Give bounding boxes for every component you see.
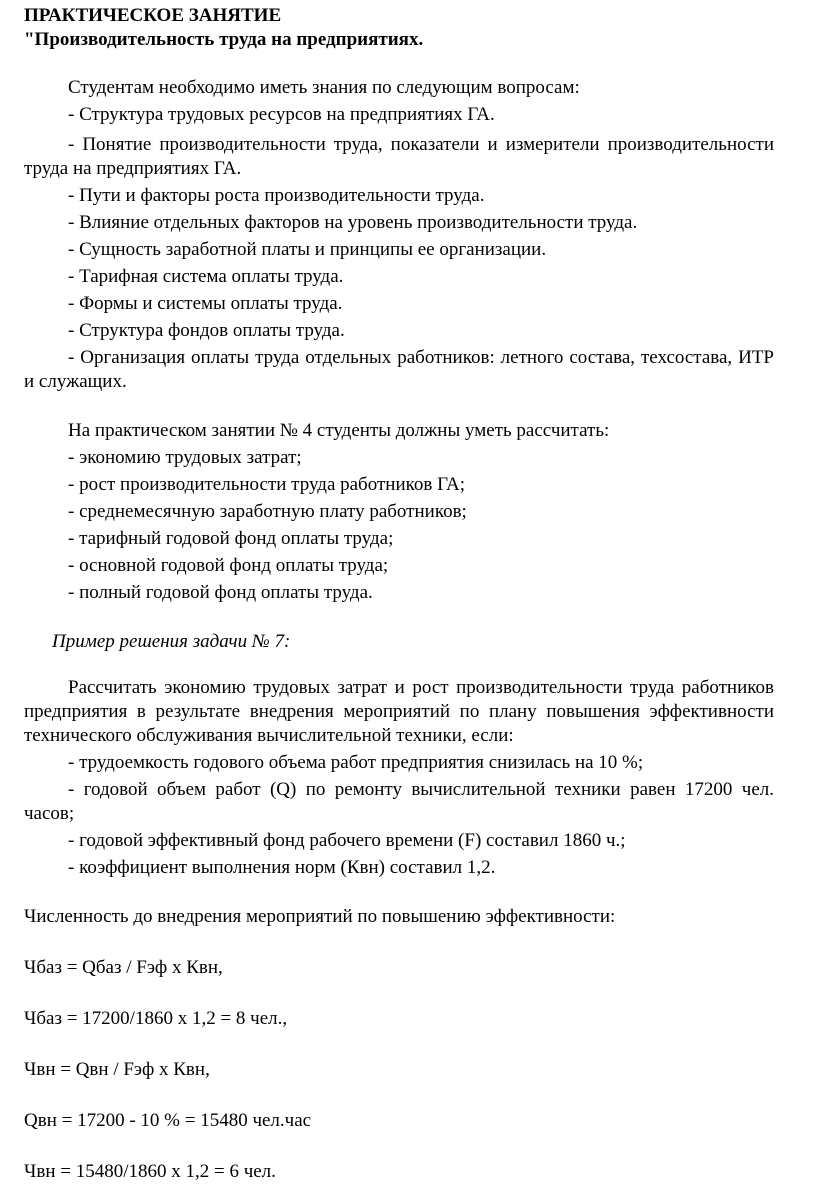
example-condition: - коэффициент выполнения норм (Квн) составил 1,2. xyxy=(68,857,496,878)
example-heading: Пример решения задачи № 7: xyxy=(52,631,291,652)
page-subtitle: "Производительность труда на предприятиях. xyxy=(24,29,424,50)
knowledge-item: - Организация оплаты труда отдельных работников: летного состава, техсостава, ИТР и служащих. xyxy=(24,347,774,392)
knowledge-intro: Студентам необходимо иметь знания по следующим вопросам: xyxy=(68,77,580,98)
formula-line: Чвн = 15480/1860 х 1,2 = 6 чел. xyxy=(24,1161,276,1182)
skills-item: - среднемесячную заработную плату работников; xyxy=(68,501,467,522)
knowledge-item: - Понятие производительности труда, показатели и измерители производительности труда на предприятиях ГА. xyxy=(24,134,774,179)
solution-intro: Численность до внедрения мероприятий по повышению эффективности: xyxy=(24,906,616,927)
knowledge-item: - Формы и системы оплаты труда. xyxy=(68,293,343,314)
knowledge-item: - Влияние отдельных факторов на уровень производительности труда. xyxy=(68,212,638,233)
example-condition: - годовой эффективный фонд рабочего времени (F) составил 1860 ч.; xyxy=(68,830,626,851)
formula-line: Qвн = 17200 - 10 % = 15480 чел.час xyxy=(24,1110,312,1131)
knowledge-item: - Сущность заработной платы и принципы ее организации. xyxy=(68,239,547,260)
page-title: ПРАКТИЧЕСКОЕ ЗАНЯТИЕ xyxy=(24,5,282,26)
knowledge-item: - Структура трудовых ресурсов на предприятиях ГА. xyxy=(68,104,495,125)
formula-line: Чвн = Qвн / Fэф х Квн, xyxy=(24,1059,210,1080)
document-page xyxy=(24,4,774,1184)
skills-item: - полный годовой фонд оплаты труда. xyxy=(68,582,373,603)
formula-line: Чбаз = 17200/1860 х 1,2 = 8 чел., xyxy=(24,1008,288,1029)
skills-item: - тарифный годовой фонд оплаты труда; xyxy=(68,528,394,549)
skills-item: - экономию трудовых затрат; xyxy=(68,447,302,468)
knowledge-item: - Структура фондов оплаты труда. xyxy=(68,320,345,341)
formula-line: Чбаз = Qбаз / Fэф х Квн, xyxy=(24,957,223,978)
skills-item: - рост производительности труда работников ГА; xyxy=(68,474,466,495)
skills-intro: На практическом занятии № 4 студенты должны уметь рассчитать: xyxy=(68,420,610,441)
example-task: Рассчитать экономию трудовых затрат и рост производительности труда работников предприятия в результате внедрения мероприятий по плану повышения эффективности технического обслуживания вычислительной техники, если: xyxy=(24,677,774,746)
example-condition: - трудоемкость годового объема работ предприятия снизилась на 10 %; xyxy=(68,752,644,773)
knowledge-item: - Пути и факторы роста производительности труда. xyxy=(68,185,485,206)
knowledge-item: - Тарифная система оплаты труда. xyxy=(68,266,344,287)
example-condition: - годовой объем работ (Q) по ремонту вычислительной техники равен 17200 чел. часов; xyxy=(24,779,774,824)
skills-item: - основной годовой фонд оплаты труда; xyxy=(68,555,389,576)
